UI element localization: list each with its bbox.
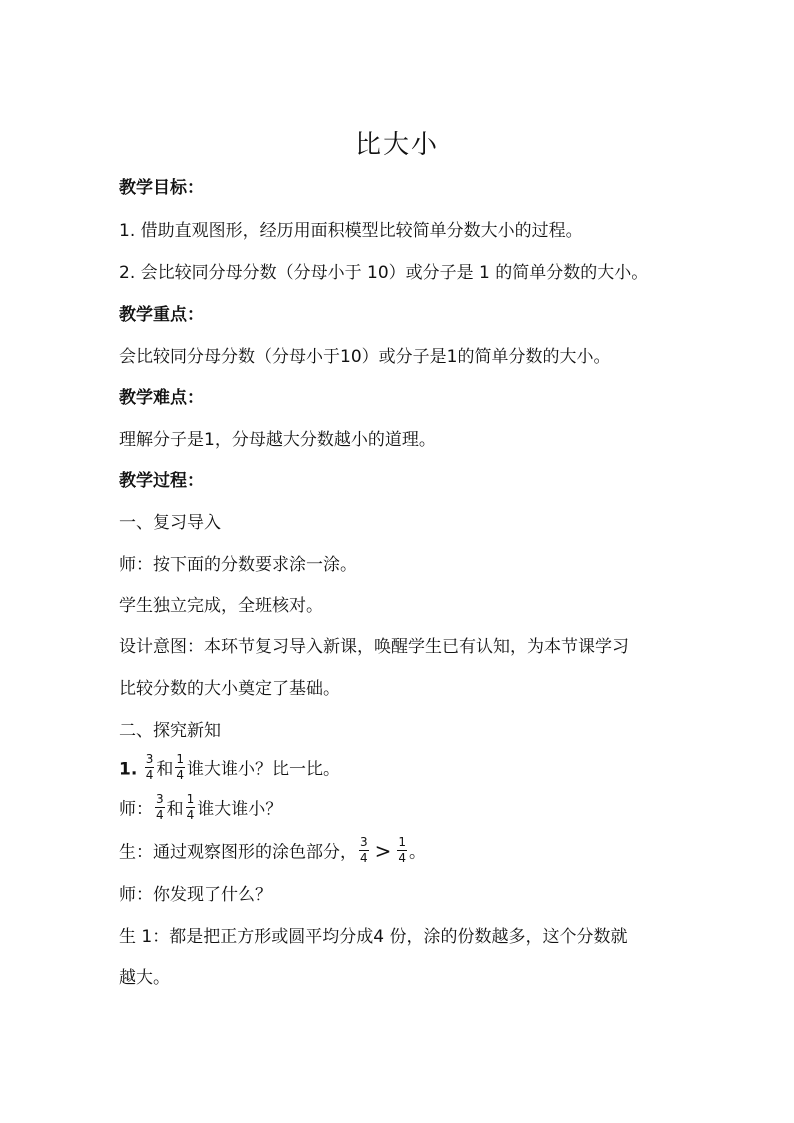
fraction-denominator: 4 (360, 851, 368, 865)
process-heading: 教学过程： (119, 471, 204, 491)
difficulty-text: 理解分子是1，分母越大分数越小的道理。 (119, 430, 436, 450)
fraction-numerator: 1 (398, 835, 407, 849)
greater-than-sign: > (374, 838, 392, 863)
design-intent-line-1: 设计意图：本环节复习导入新课，唤醒学生已有认知，为本节课学习 (119, 637, 629, 657)
key-text: 会比较同分母分数（分母小于10）或分子是1的简单分数的大小。 (119, 347, 611, 367)
fraction-numerator: 3 (360, 835, 368, 849)
objective-1: 1. 借助直观图形，经历用面积模型比较简单分数大小的过程。 (119, 221, 583, 241)
question-1 (119, 752, 340, 784)
difficulty-heading: 教学难点： (119, 388, 204, 408)
teacher-2-prefix: 师： (119, 799, 153, 820)
student-line-2 (119, 835, 427, 867)
teacher-2-and: 和 (166, 799, 184, 820)
fraction-denominator: 4 (176, 768, 184, 782)
fraction-three-quarters (145, 753, 155, 782)
fraction-numerator: 3 (156, 792, 164, 806)
fraction-three-quarters (359, 836, 369, 865)
fraction-three-quarters (155, 793, 165, 822)
fraction-numerator: 1 (176, 752, 184, 766)
fraction-denominator: 4 (186, 808, 195, 822)
key-heading: 教学重点： (119, 305, 204, 325)
teacher-line-1: 师：按下面的分数要求涂一涂。 (119, 555, 357, 575)
objective-2: 2. 会比较同分母分数（分母小于 10）或分子是 1 的简单分数的大小。 (119, 263, 649, 283)
student-2-suffix: 。 (409, 842, 427, 863)
student-line-3a: 生 1：都是把正方形或圆平均分成4 份，涂的份数越多，这个分数就 (119, 927, 628, 947)
objectives-heading: 教学目标： (119, 178, 204, 198)
student-line-3b: 越大。 (119, 968, 170, 988)
question-1-number: 1. (119, 759, 138, 780)
fraction-numerator: 3 (145, 752, 154, 766)
fraction-denominator: 4 (398, 851, 407, 865)
fraction-numerator: 1 (186, 792, 195, 806)
teacher-line-3: 师：你发现了什么？ (119, 885, 272, 905)
page-title: 比大小 (354, 130, 439, 160)
fraction-denominator: 4 (145, 768, 154, 782)
fraction-one-quarter (186, 793, 196, 822)
fraction-one-quarter (175, 753, 185, 782)
teacher-line-2 (119, 792, 283, 824)
question-1-and: 和 (156, 759, 174, 780)
design-intent-line-2: 比较分数的大小奠定了基础。 (119, 679, 340, 699)
part-1-heading: 一、复习导入 (119, 513, 221, 533)
question-1-suffix: 谁大谁小？比一比。 (186, 759, 340, 780)
part-2-heading: 二、探究新知 (119, 721, 221, 741)
fraction-denominator: 4 (156, 808, 164, 822)
student-line-1: 学生独立完成，全班核对。 (119, 596, 323, 616)
teacher-2-suffix: 谁大谁小？ (197, 799, 283, 820)
student-2-prefix: 生：通过观察图形的涂色部分， (119, 842, 357, 863)
fraction-one-quarter (397, 836, 407, 865)
